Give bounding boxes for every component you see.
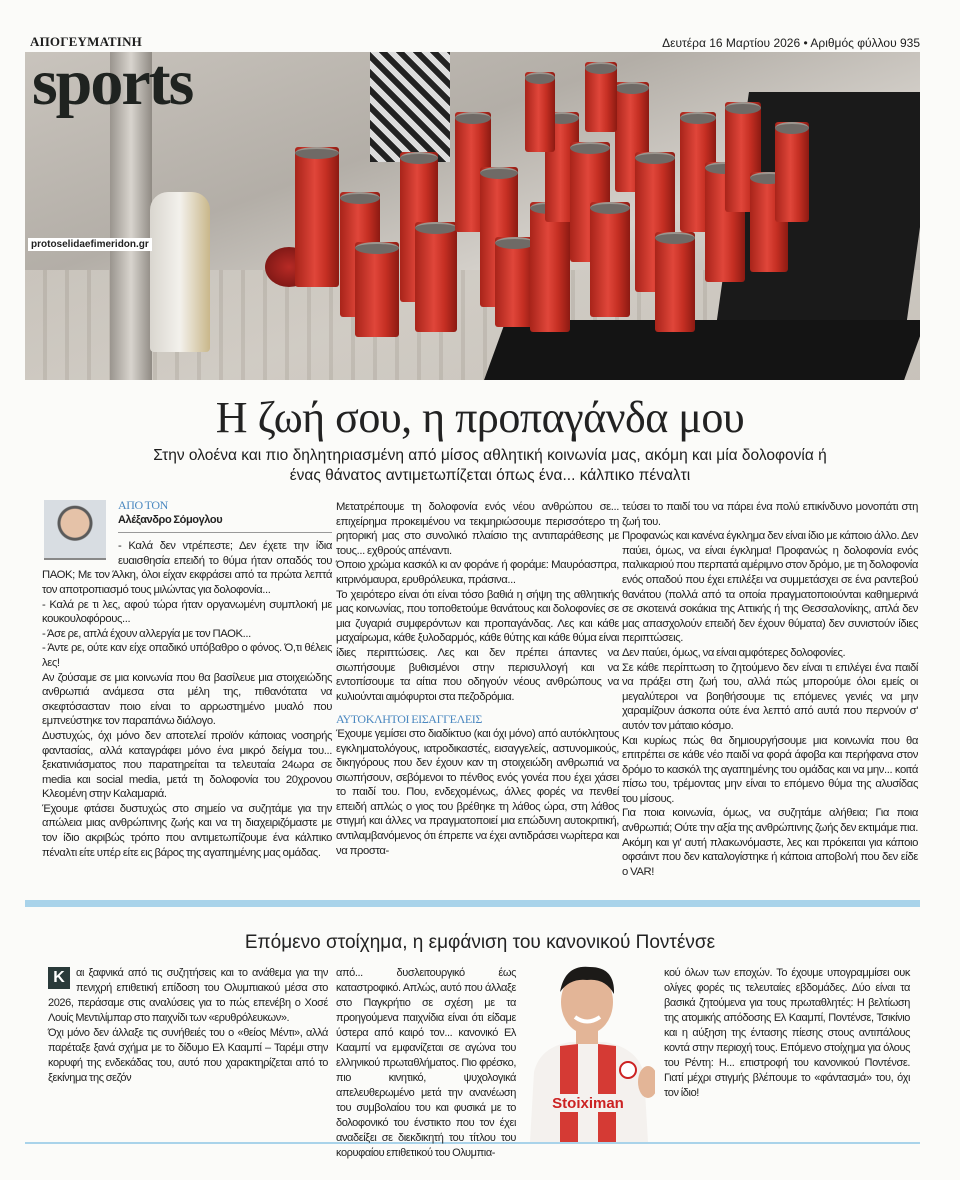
paragraph: Δεν παύει, όμως, να είναι αμφότερες δολοφονίες. xyxy=(622,646,846,659)
drop-cap: Κ xyxy=(48,967,70,989)
candle xyxy=(590,202,630,317)
candle xyxy=(655,232,695,332)
paragraph: Όποιο χρώμα κασκόλ κι αν φοράνε ή φοράμε: Μαυρόασπρα, κιτρινόμαυρα, ερυθρόλευκα, πράσινα... xyxy=(336,559,619,586)
headline-secondary: Επόμενο στοίχημα, η εμφάνιση του κανονικού Ποντένσε xyxy=(244,932,716,953)
paragraph: κού όλων των εποχών. Το έχουμε υπογραμμίσει ουκ ολίγες φορές τις τελευταίες εβδομάδες. Δύο είναι τα βασικά ζητούμενα για τους πρωταθλητές: Η βελτίωση της ατομικής απόδοσης Ελ Κααμπί, Ποντένσε, Τσικίνιο και η αύξηση της έντασης πίεσης στους αντιπάλους κοντά στην περιοχή τους. Επόμενο στοίχημα για όλους του Ρέντη: Η... επιστροφή του κανονικού Ποντένσε. Γιατί μέχρι στιγμής βλέπουμε το «φάντασμά» του, όχι τον ίδιο! xyxy=(664,967,910,1099)
paragraph: αι ξαφνικά από τις συζητήσεις και το ανάθεμα για την πενιχρή επιθετική επίδοση του Ολυμπιακού μέσα στο 2026, περάσαμε στις αναλύσεις για το πώς επενέβη ο Χοσέ Λουίς Μεντιλίμπαρ στο παιχνίδι των «ερυθρόλευκων». xyxy=(48,967,328,1024)
bottle xyxy=(150,192,210,352)
article2-column-3 xyxy=(664,966,910,1101)
paragraph: Έχουμε γεμίσει στο διαδίκτυο (και όχι μόνο) από αυτόκλητους εγκληματολόγους, ιατροδικαστές, εισαγγελείς, αστυνομικούς, δικηγόρους που δεν έχουν καν τη στοιχειώδη ανθρωπιά να σιωπήσουν, σεβόμενοι το πένθος ενός γονέα που έχει χάσει το παιδί του. Που, ενδεχομένως, άλλες φορές να πενθεί επειδή απλώς ο γιος του βρέθηκε τη λάθος ώρα, στη λάθος στιγμή και άλλες να πραγματοποιεί μια επώδυνη αυτοκριτική, αντιλαμβανόμενος ότι έπρεπε να έχει αντιδράσει νωρίτερα και να προστα- xyxy=(336,727,619,857)
paragraph: Δυστυχώς, όχι μόνο δεν αποτελεί προϊόν κάποιας νοσηρής φαντασίας, αλλά καταγράφει μόνο ένα μικρό δείγμα του... ξεκατινιάσματος που παρατηρείται τα τελευταία 24ωρα σε media και social media, μετά τη δολοφονία του 20χρονου Κλεομένη στην Καλαμαριά. xyxy=(42,729,332,801)
candle xyxy=(295,147,339,287)
byline-prefix: ΑΠΟ ΤΟΝ xyxy=(118,498,168,512)
article2-column-1 xyxy=(48,966,328,1086)
paragraph: - Καλά ρε τι λες, αφού τώρα ήταν οργανωμένη συμπλοκή με κουκουλοφόρους... xyxy=(42,598,332,626)
paragraph: Όχι μόνο δεν άλλαξε τις συνήθειές του ο «θείος Μέντι», αλλά παρέταξε ξανά σχήμα με το δίδυμο Ελ Κααμπί – Ταρέμι στην κορυφή της ενδεκάδας του, αυτό που χαρακτηρίζεται από το ξεκίνημα της σεζόν xyxy=(48,1027,328,1084)
paragraph: τεύσει το παιδί του να πάρει ένα πολύ επικίνδυνο μονοπάτι στη ζωή του. xyxy=(622,501,918,528)
subhead: ΑΥΤΟΚΛΗΤΟΙ ΕΙΣΑΓΓΕΛΕΙΣ xyxy=(336,712,482,727)
headline: Η ζωή σου, η προπαγάνδα μου xyxy=(215,393,745,442)
paragraph: Προφανώς και κανένα έγκλημα δεν είναι ίδιο με κάποιο άλλο. Δεν παύει, όμως, να είναι έγκλημα! Προφανώς η δολοφονία ενός παλικαριού που περπατά αμέριμνο στον δρόμο, με τη δολοφονία ενός οπαδού που έχει επιλέξει να συμμετάσχει σε ένα ραντεβού θανάτου (πολλά από τα οποία πραγματοποιούνται καθημερινά σε σκοτεινά σοκάκια της Αττικής ή της Θεσσαλονίκης, απλά δεν μας απασχολούν επειδή δεν έχουν θύματα) δεν συνιστούν ίδιες περιπτώσεις. xyxy=(622,530,918,645)
author-name: Αλέξανδρο Σόμογλου xyxy=(118,513,332,534)
candle xyxy=(585,62,617,132)
article-column-2 xyxy=(336,500,619,858)
paragraph: Έχουμε φτάσει δυστυχώς στο σημείο να συζητάμε για την απώλεια μιας ανθρώπινης ζωής και να τη διαχειριζόμαστε με τον ίδιο ακριβώς τρόπο που αντιμετωπίζουμε ένα κάλπικο πέναλτι είτε υπέρ είτε εις βάρος της αγαπημένης μας ομάδας. xyxy=(42,802,332,859)
author-avatar xyxy=(44,500,106,560)
candle xyxy=(415,222,457,332)
candle xyxy=(525,72,555,152)
paragraph: Και κυρίως πώς θα δημιουργήσουμε μια κοινωνία που θα επιτρέπει σε κάθε νέο παιδί να φορά άφοβα και περήφανα στον δρόμο το κασκόλ της αγαπημένης του ομάδας και να μην... κοιτά πίσω του, τρέμοντας μην είναι το επόμενο θύμα της αλυσίδας του μίσους. xyxy=(622,734,918,805)
section-divider xyxy=(25,900,920,907)
paragraph: Για ποια κοινωνία, όμως, να συζητάμε αλήθεια; Για ποια ανθρωπιά; Ούτε την αξία της ανθρώπινης ζωής δεν εκτιμάμε πια. Ακόμη και γι' αυτή πλακωνόμαστε, λες και πρόκειται για κάποιο οφσάιντ που δεν καταλογίστηκε ή κάποια αποβολή που δεν είδε ο VAR! xyxy=(622,807,918,878)
paragraph: - Καλά δεν ντρέπεστε; Δεν έχετε την ίδια ευαισθησία επειδή το θύμα ήταν οπαδός του ΠΑΟΚ; Με τον Άλκη, όλοι είχαν εκφράσει από τα πρώτα λεπτά τον αποτροπιασμό τους μιλώντας για δολοφονία... xyxy=(42,540,332,596)
candle xyxy=(355,242,399,337)
jersey-sponsor: Stoiximan xyxy=(552,1095,624,1112)
article-column-1 xyxy=(42,500,332,860)
paragraph: Μετατρέπουμε τη δολοφονία ενός νέου ανθρώπου σε... επιχείρημα προκειμένου να τεκμηριώσουμε περισσότερο τη ρητορική μας στο συνολικό πλαίσιο της αντιπαράθεσης με τους... εχθρούς απέναντι. xyxy=(336,501,619,557)
paragraph: Αν ζούσαμε σε μια κοινωνία που θα βασίλευε μια στοιχειώδης ανθρωπιά ανάμεσα στα μέλη της, πιθανότατα να σκεφτόσασταν ποιο είναι το αρρωστημένο μυαλό που εμπνεύστηκε τον παραπάνω διάλογο. xyxy=(42,671,332,728)
candle xyxy=(775,122,809,222)
newspaper-name: ΑΠΟΓΕΥΜΑΤΙΝΗ xyxy=(30,34,142,49)
watermark: protoselidaefimeridon.gr xyxy=(28,238,152,251)
article-column-3 xyxy=(622,500,918,879)
issue-line: Δευτέρα 16 Μαρτίου 2026 • Αριθμός φύλλου 935 xyxy=(662,36,920,50)
paragraph: από... δυσλειτουργικό έως καταστροφικό. Απλώς, αυτό που άλλαξε στο Παγκρήτιο σε σχέση με τα προηγούμενα παιχνίδια είναι ότι είδαμε ύστερα από καιρό τον... κανονικό Ελ Κααμπί να εμφανίζεται σε αγώνα του ελληνικού πρωταθλήματος. Πιο φρέσκο, πιο κινητικό, ψυχολογικά απελευθερωμένο μετά την ανανέωση του συμβολαίου του και φυσικά με το δολοφονικό του ένστικτο που τον έχει αναδείξει σε διεκδικητή του τίτλου του κορυφαίου επιθετικού του Ολυμπια- xyxy=(336,967,516,1159)
paragraph: Το χειρότερο είναι ότι είναι τόσο βαθιά η σήψη της αθλητικής μας κοινωνίας, που τοποθετούμε θανάτους και δολοφονίες σε μια ζυγαριά συμφερόντων και προπαγάνδας. Λες και κάθε μαχαίρωμα, κάθε ξυλοδαρμός, κάθε θύτης και κάθε θύμα είναι ίδιες περιπτώσεις. Λες και δεν πρέπει άπαντες να σιωπήσουμε βυθισμένοι στην περισυλλογή και να εντοπίσουμε τα αίτια που οδηγούν νέους ανθρώπους να κυλιούνται αιμόφυρτοι στα πεζοδρόμια. xyxy=(336,588,619,703)
paragraph: - Άντε ρε, ούτε καν είχε οπαδικό υπόβαθρο ο φόνος. Ό,τι θέλεις λες! xyxy=(42,642,332,669)
player-photo xyxy=(520,962,655,1142)
candle xyxy=(495,237,535,327)
subtitle: Στην ολοένα και πιο δηλητηριασμένη από μίσος αθλητική κοινωνία μας, ακόμη και μία δολοφονία ή ένας θάνατος αντιμετωπίζεται όπως ένα... κάλπικο πέναλτι xyxy=(153,447,827,484)
article2-column-2 xyxy=(336,966,516,1161)
checkered-scarf xyxy=(370,52,450,162)
paragraph: - Άσε ρε, απλά έχουν αλλεργία με τον ΠΑΟΚ... xyxy=(42,627,251,640)
paragraph: Σε κάθε περίπτωση το ζητούμενο δεν είναι τι επιλέγει ένα παιδί να πράξει στη ζωή του, αλλά πώς μπορούμε όλοι εμείς οι μεγαλύτεροι να βοηθήσουμε τις επόμενες γενιές να μην χαραμίζουν άσκοπα ούτε ένα λεπτό από αυτά που περνούν σ' αυτόν τον μάταιο κόσμο. xyxy=(622,661,918,732)
section-logo: sports xyxy=(32,46,193,119)
